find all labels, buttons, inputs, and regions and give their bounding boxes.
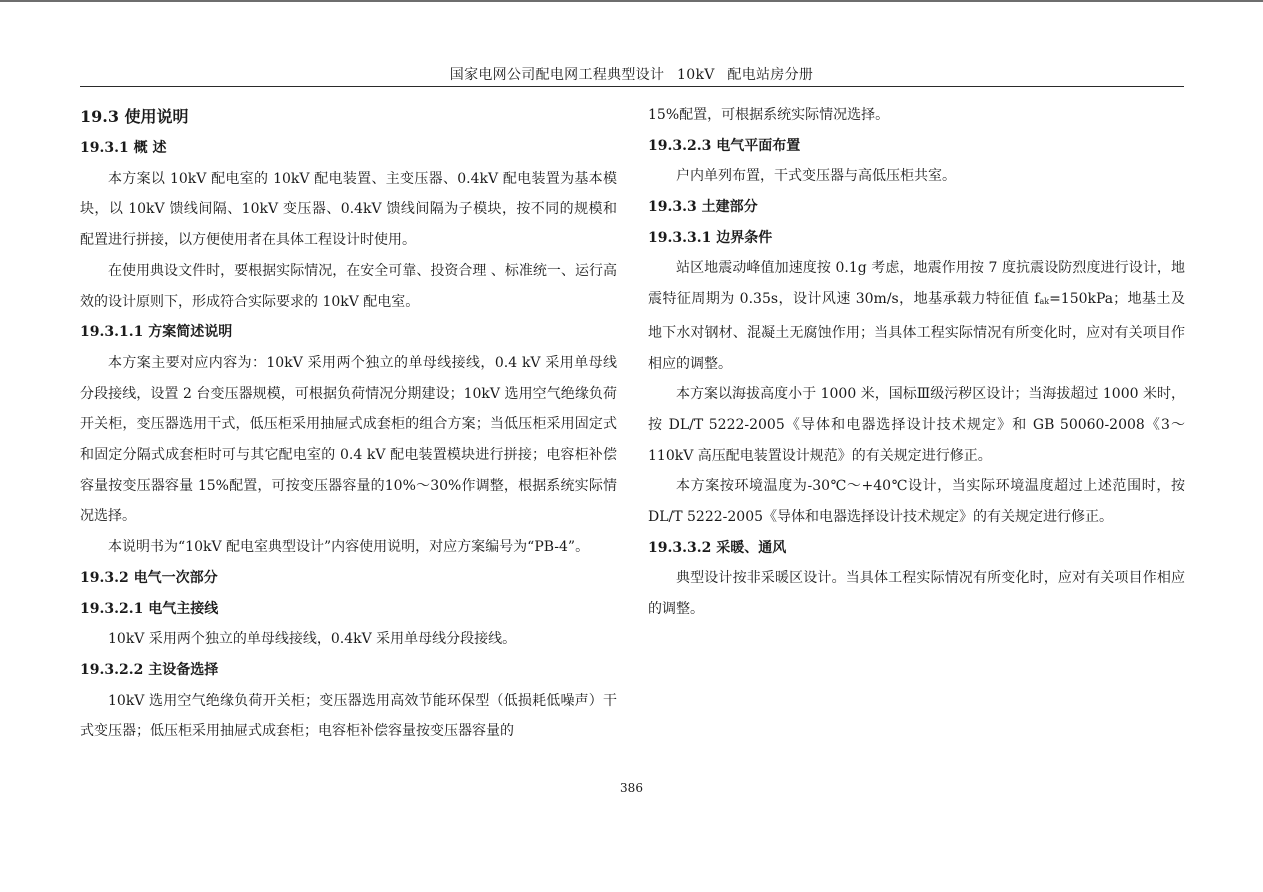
floor-layout-paragraph: 户内单列布置，干式变压器与高低压柜共室。 (676, 168, 956, 185)
overview-paragraph-2: 在使用典设文件时，要根据实际情况，在安全可靠、投资合理 、标准统一、运行高效的设计原则下，形成符合实际要求的 10kV 配电室。 (80, 262, 617, 310)
boundary-conditions-paragraph-1 (648, 253, 1185, 379)
boundary-conditions-paragraph-2: 本方案以海拔高度小于 1000 米，国标Ⅲ级污秽区设计；当海拔超过 1000 米时，按 DL/T 5222-2005《导体和电器选择设计技术规定》和 GB 50060-2008《3～110kV 高压配电装置设计规范》的有关规定进行修正。 (648, 386, 1185, 464)
section-19-3-2-1-heading: 19.3.2.1 电气主接线 (80, 600, 219, 617)
section-19-3-2-heading: 19.3.2 电气一次部分 (80, 569, 218, 586)
left-column (80, 102, 617, 747)
overview-paragraph-1: 本方案以 10kV 配电室的 10kV 配电装置、主变压器、0.4kV 配电装置为基本模块，以 10kV 馈线间隔、10kV 变压器、0.4kV 馈线间隔为子模块，按不同的规模和配置进行拼接，以方便使用者在具体工程设计时使用。 (80, 170, 617, 249)
scheme-description-paragraph-2: 本说明书为“10kV 配电室典型设计”内容使用说明，对应方案编号为“PB-4”。 (108, 539, 590, 556)
main-wiring-paragraph: 10kV 采用两个独立的单母线接线，0.4kV 采用单母线分段接线。 (108, 631, 517, 648)
page-header: 国家电网公司配电网工程典型设计 10kV 配电站房分册 (449, 67, 814, 83)
scheme-description-paragraph-1: 本方案主要对应内容为：10kV 采用两个独立的单母线接线，0.4 kV 采用单母线分段接线，设置 2 台变压器规模，可根据负荷情况分期建设；10kV 选用空气绝缘负荷开关柜，变压器选用干式，低压柜采用抽屉式成套柜的组合方案；当低压柜采用固定式和固定分隔式成套柜时可与其它配电室的 0.4 kV 配电装置模块进行拼接；电容柜补偿容量按变压器容量 15%配置，可按变压器容量的10%～30%作调整，根据系统实际情况选择。 (80, 354, 617, 525)
section-19-3-1-1-heading: 19.3.1.1 方案简述说明 (80, 324, 233, 341)
boundary-conditions-paragraph-3: 本方案按环境温度为-30℃～+40℃设计，当实际环境温度超过上述范围时，按 DL/T 5222-2005《导体和电器选择设计技术规定》的有关规定进行修正。 (648, 478, 1185, 526)
header-divider (80, 86, 1184, 87)
heating-ventilation-paragraph: 典型设计按非采暖区设计。当具体工程实际情况有所变化时，应对有关项目作相应的调整。 (648, 570, 1185, 618)
section-19-3-2-2-heading: 19.3.2.2 主设备选择 (80, 661, 219, 678)
page-number: 386 (620, 781, 643, 795)
section-19-3-heading: 19.3 使用说明 (80, 107, 189, 126)
boundary-conditions-text-b: =150kPa；地基土及地下水对钢材、混凝土无腐蚀作用；当具体工程实际情况有所变化时，应对有关项目作相应的调整。 (648, 291, 1185, 372)
section-19-3-3-heading: 19.3.3 土建部分 (648, 199, 758, 216)
subscript-ak: ak (1039, 297, 1050, 307)
boundary-conditions-text-a: 站区地震动峰值加速度按 0.1g 考虑，地震作用按 7 度抗震设防烈度进行设计，地震特征周期为 0.35s，设计风速 30m/s，地基承载力特征值 f (648, 260, 1185, 308)
section-19-3-1-heading: 19.3.1 概 述 (80, 140, 167, 156)
right-column (648, 100, 1185, 625)
equipment-selection-paragraph: 10kV 选用空气绝缘负荷开关柜；变压器选用高效节能环保型（低损耗低噪声）干式变压器；低压柜采用抽屉式成套柜；电容柜补偿容量按变压器容量的 (80, 692, 617, 740)
section-19-3-2-3-heading: 19.3.2.3 电气平面布置 (648, 137, 801, 154)
top-border-line (0, 0, 1263, 2)
section-19-3-3-2-heading: 19.3.3.2 采暖、通风 (648, 539, 787, 556)
equipment-selection-continuation: 15%配置，可根据系统实际情况选择。 (648, 107, 890, 123)
section-19-3-3-1-heading: 19.3.3.1 边界条件 (648, 229, 773, 246)
